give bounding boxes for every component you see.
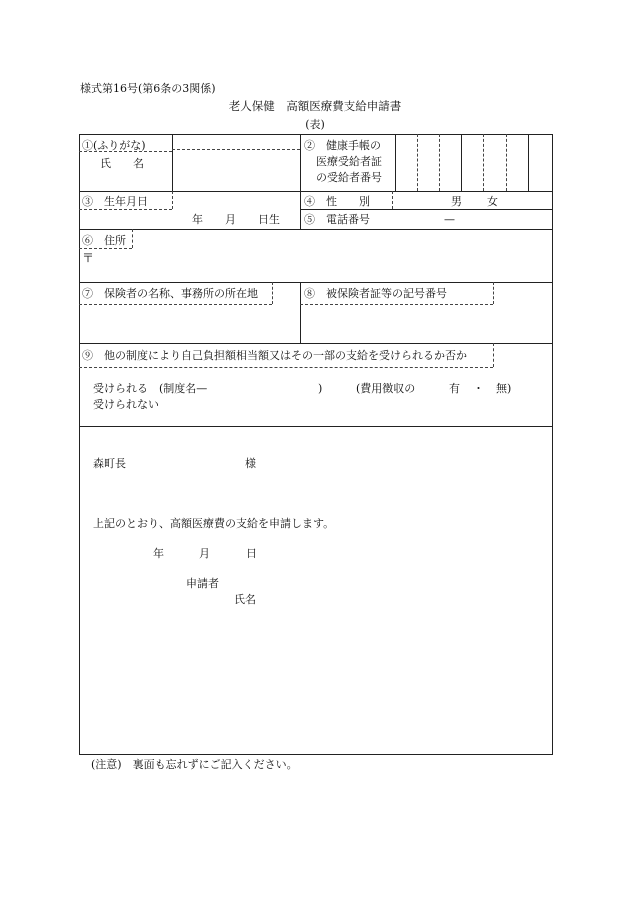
row-divider bbox=[79, 191, 552, 192]
digit-divider bbox=[417, 134, 418, 191]
insured-card-field[interactable] bbox=[304, 308, 548, 340]
fee-option-dot: ・ bbox=[473, 382, 484, 395]
name-field[interactable] bbox=[176, 154, 296, 188]
phone-separator: — bbox=[444, 213, 455, 226]
sex-label: ④ 性 別 bbox=[304, 195, 370, 208]
recipient-number-label-line1: ② 健康手帳の bbox=[304, 139, 381, 152]
fee-collection-label: (費用徴収の bbox=[356, 382, 416, 395]
label-box-edge bbox=[272, 282, 273, 304]
label-box-underline bbox=[300, 304, 493, 305]
phone-field[interactable] bbox=[398, 211, 548, 227]
other-benefit-label: ⑨ 他の制度により自己負担額相当額又はその一部の支給を受けられるか否か bbox=[82, 349, 467, 362]
col-divider bbox=[300, 282, 301, 343]
row-divider bbox=[79, 282, 552, 283]
label-box-edge bbox=[132, 229, 133, 248]
sex-option-male[interactable]: 男 bbox=[451, 195, 462, 208]
label-box-underline bbox=[79, 248, 132, 249]
col-divider bbox=[172, 134, 173, 191]
date-year[interactable]: 年 bbox=[153, 547, 164, 560]
col-divider bbox=[395, 134, 396, 191]
benefit-option-yes[interactable]: 受けられる (制度名— bbox=[93, 382, 208, 395]
fee-option-has[interactable]: 有 bbox=[449, 382, 460, 395]
row-divider bbox=[79, 343, 552, 344]
birthdate-label: ③ 生年月日 bbox=[82, 195, 148, 208]
date-day[interactable]: 日 bbox=[246, 547, 257, 560]
form-title: 老人保健 高額医療費支給申請書 bbox=[228, 99, 402, 113]
address-label: ⑥ 住所 bbox=[82, 234, 126, 247]
form-frame bbox=[79, 134, 553, 755]
label-box-edge bbox=[172, 191, 173, 209]
addressee-name: 森町長 bbox=[93, 457, 126, 470]
label-box-underline bbox=[79, 209, 172, 210]
col-divider bbox=[300, 134, 301, 229]
furigana-divider bbox=[172, 149, 300, 150]
address-field[interactable] bbox=[96, 250, 546, 278]
row-divider bbox=[79, 229, 552, 230]
phone-label: ⑤ 電話番号 bbox=[304, 213, 370, 226]
label-box-underline bbox=[79, 304, 272, 305]
form-number: 様式第16号(第6条の3関係) bbox=[80, 82, 216, 95]
digit-divider bbox=[506, 134, 507, 191]
label-box-edge bbox=[493, 343, 494, 367]
digit-divider bbox=[483, 134, 484, 191]
label-box-edge bbox=[493, 282, 494, 304]
birthdate-field[interactable]: 年 月 日生 bbox=[192, 213, 280, 226]
digit-divider bbox=[439, 134, 440, 191]
insured-card-label: ⑧ 被保険者証等の記号番号 bbox=[304, 287, 447, 300]
col-divider bbox=[528, 134, 529, 191]
fee-option-none[interactable]: 無) bbox=[496, 382, 512, 395]
addressee-honorific: 様 bbox=[245, 457, 256, 470]
recipient-number-label-line2: 医療受給者証 bbox=[316, 155, 382, 168]
applicant-name-label: 氏名 bbox=[234, 593, 256, 606]
name-label: 氏 名 bbox=[100, 157, 144, 170]
col-divider bbox=[461, 134, 462, 191]
row-divider bbox=[79, 426, 552, 427]
postal-mark: 〒 bbox=[82, 251, 95, 265]
insurer-label: ⑦ 保険者の名称、事務所の所在地 bbox=[82, 287, 258, 300]
date-month[interactable]: 月 bbox=[199, 547, 210, 560]
application-statement: 上記のとおり、高額医療費の支給を申請します。 bbox=[93, 517, 335, 530]
label-box-underline bbox=[79, 151, 172, 152]
row-divider bbox=[300, 209, 552, 210]
label-box-underline bbox=[79, 367, 493, 368]
system-name-close: ) bbox=[318, 382, 323, 395]
footer-note: (注意) 裏面も忘れずにご記入ください。 bbox=[91, 758, 298, 771]
sex-option-female[interactable]: 女 bbox=[487, 195, 498, 208]
recipient-number-label-line3: の受給者番号 bbox=[316, 171, 382, 184]
insurer-field[interactable] bbox=[82, 308, 296, 340]
label-box-edge bbox=[392, 191, 393, 209]
benefit-option-no[interactable]: 受けられない bbox=[93, 398, 159, 411]
applicant-label: 申請者 bbox=[186, 577, 219, 590]
form-subtitle: (表) bbox=[305, 118, 325, 131]
applicant-name-field[interactable] bbox=[262, 590, 542, 608]
furigana-label: ①(ふりがな) bbox=[82, 139, 146, 152]
